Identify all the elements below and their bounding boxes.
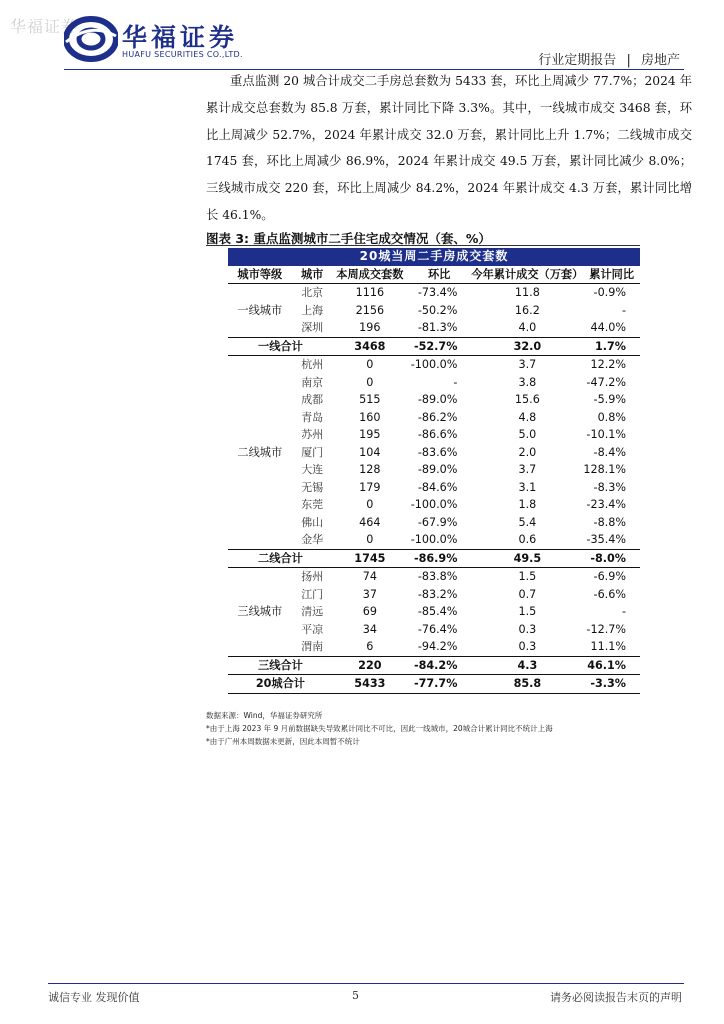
weekly-units: 464 xyxy=(359,515,381,529)
header-separator: | xyxy=(626,53,631,68)
yoy-change: - xyxy=(621,303,626,317)
wow-change: -86.6% xyxy=(417,428,458,441)
weekly-units: 1116 xyxy=(355,286,385,299)
ytd-units: 0.6 xyxy=(518,533,537,546)
tier1-total-row-wow: -52.7% xyxy=(407,337,472,356)
col-header-yoy: 累计同比 xyxy=(583,266,640,284)
watermark: 华福证券 xyxy=(10,17,79,36)
report-sector: 房地产 xyxy=(640,53,680,68)
wow-change: -89.0% xyxy=(417,393,458,406)
city-name: 成都 xyxy=(301,393,324,406)
city-name: 清远 xyxy=(301,605,324,618)
tier3-total-row-yoy: 46.1% xyxy=(583,656,640,675)
yoy-change: -0.9% xyxy=(593,286,626,299)
city-name: 东莞 xyxy=(301,498,324,511)
yoy-change: -6.6% xyxy=(593,587,626,601)
ytd-units: 3.1 xyxy=(518,480,537,494)
weekly-units: 128 xyxy=(359,463,381,476)
grand-total-row-label: 20城合计 xyxy=(228,675,333,694)
page-number: 5 xyxy=(352,989,359,1002)
footer-slogan: 诚信专业 发现价值 xyxy=(48,991,140,1004)
wow-change: -100.0% xyxy=(410,498,458,511)
wow-change: -83.6% xyxy=(417,445,458,459)
ytd-units: 0.3 xyxy=(518,622,537,636)
city-name: 大连 xyxy=(301,463,324,476)
grand-total-row xyxy=(228,675,640,694)
col-header-weekly: 本周成交套数 xyxy=(333,266,407,284)
grand-total-row-wow: -77.7% xyxy=(407,675,472,694)
note-shanghai: *由于上海 2023 年 9 月前数据缺失导致累计同比不可比，因此一线城市，20城合计累计同比不统计上海 xyxy=(206,724,553,733)
yoy-change: -8.4% xyxy=(593,445,626,459)
weekly-units: 515 xyxy=(359,393,381,406)
yoy-change: -35.4% xyxy=(586,533,626,546)
tier1-label: 一线城市 xyxy=(237,303,283,317)
wow-change: -50.2% xyxy=(417,303,458,317)
table-row xyxy=(228,568,640,586)
ytd-units: 2.0 xyxy=(518,445,537,459)
city-name: 杭州 xyxy=(301,358,324,371)
yoy-change: -5.9% xyxy=(593,393,626,406)
weekly-units: 37 xyxy=(362,587,377,601)
table-title: 20城当周二手房成交套数 xyxy=(228,248,640,266)
city-name: 苏州 xyxy=(301,428,324,441)
weekly-units: 160 xyxy=(359,410,381,424)
col-header-ytd: 今年累计成交（万套） xyxy=(471,266,583,284)
summary-text: 重点监测 20 城合计成交二手房总套数为 5433 套，环比上周减少 77.7%；2024 年累计成交总套数为 85.8 万套，累计同比下降 3.3%。其中，一线城市成交 3468 套，环比上周减少 52.7%，2024 年累计成交 32.0 万套，累计同比上升 1.7%；二线城市成交 1745 套，环比上周减少 86.9%，2024 年累计成交 49.5 万套，累计同比减少 8.0%；三线城市成交 220 套，环比上周减少 84.2%，2024 年累计成交 4.3 万套，累计同比增长 46.1%。 xyxy=(206,74,692,222)
ytd-units: 5.4 xyxy=(518,515,537,529)
table-row xyxy=(228,284,640,302)
ytd-units: 0.3 xyxy=(518,640,537,653)
wow-change: -76.4% xyxy=(417,622,458,636)
weekly-units: 196 xyxy=(359,321,381,334)
report-type: 行业定期报告 xyxy=(538,53,617,68)
logo-emblem-icon xyxy=(64,16,118,62)
yoy-change: -12.7% xyxy=(586,622,626,636)
wow-change: -84.6% xyxy=(417,480,458,494)
tier2-total-row xyxy=(228,549,640,568)
wow-change: -86.2% xyxy=(417,410,458,424)
city-name: 厦门 xyxy=(301,445,324,459)
grand-total-row-ytd: 85.8 xyxy=(471,675,583,694)
tier3-label: 三线城市 xyxy=(237,605,283,618)
weekly-units: 0 xyxy=(366,498,374,511)
tier1-total-row-ytd: 32.0 xyxy=(471,337,583,356)
ytd-units: 1.5 xyxy=(518,570,537,583)
ytd-units: 3.7 xyxy=(518,358,537,371)
ytd-units: 0.7 xyxy=(518,587,537,601)
ytd-units: 1.5 xyxy=(518,605,537,618)
company-logo xyxy=(64,16,274,66)
wow-change: -89.0% xyxy=(417,463,458,476)
city-name: 金华 xyxy=(301,533,324,546)
logo-name-en: HUAFU SECURITIES CO.,LTD. xyxy=(122,50,243,59)
tier3-total-row-weekly: 220 xyxy=(333,656,407,675)
city-name: 扬州 xyxy=(301,570,324,583)
yoy-change: -8.8% xyxy=(593,515,626,529)
city-name: 南京 xyxy=(301,375,324,389)
weekly-units: 104 xyxy=(359,445,381,459)
table-row xyxy=(228,356,640,374)
wow-change: -73.4% xyxy=(417,286,458,299)
report-category xyxy=(538,49,680,68)
city-name: 上海 xyxy=(301,303,324,317)
summary-paragraph xyxy=(206,68,692,229)
tier2-total-row-ytd: 49.5 xyxy=(471,549,583,568)
yoy-change: -47.2% xyxy=(586,375,626,389)
yoy-change: -6.9% xyxy=(593,570,626,583)
tier1-total-row-yoy: 1.7% xyxy=(583,337,640,356)
tier2-total-row-yoy: -8.0% xyxy=(583,549,640,568)
weekly-units: 0 xyxy=(366,358,374,371)
tier2-total-row-label: 二线合计 xyxy=(228,549,333,568)
yoy-change: 44.0% xyxy=(590,321,626,334)
tier1-total-row xyxy=(228,337,640,356)
tier3-total-row-ytd: 4.3 xyxy=(471,656,583,675)
city-name: 平凉 xyxy=(301,622,324,636)
wow-change: -100.0% xyxy=(410,358,458,371)
yoy-change: -8.3% xyxy=(593,480,626,494)
wow-change: -83.8% xyxy=(417,570,458,583)
yoy-change: 12.2% xyxy=(590,358,626,371)
table-notes xyxy=(206,709,553,748)
table-title-row xyxy=(228,248,640,266)
wow-change: -67.9% xyxy=(417,515,458,529)
col-header-tier: 城市等级 xyxy=(228,266,292,284)
yoy-change: -10.1% xyxy=(586,428,626,441)
footer-disclaimer: 请务必阅读报告末页的声明 xyxy=(550,991,682,1004)
col-header-wow: 环比 xyxy=(407,266,472,284)
weekly-units: 179 xyxy=(359,480,381,494)
footer-divider xyxy=(48,983,684,984)
wow-change: -100.0% xyxy=(410,533,458,546)
yoy-change: -23.4% xyxy=(586,498,626,511)
note-guangzhou: *由于广州本周数据未更新，因此本周暂不统计 xyxy=(206,737,360,746)
tier2-total-row-wow: -86.9% xyxy=(407,549,472,568)
grand-total-row-weekly: 5433 xyxy=(333,675,407,694)
weekly-units: 0 xyxy=(366,375,374,389)
weekly-units: 74 xyxy=(362,570,377,583)
wow-change: -94.2% xyxy=(417,640,458,653)
figure-title-rule xyxy=(206,245,640,246)
table-header-row xyxy=(228,266,640,284)
city-name: 深圳 xyxy=(301,321,324,334)
tier3-total-row-wow: -84.2% xyxy=(407,656,472,675)
weekly-units: 2156 xyxy=(355,303,385,317)
ytd-units: 15.6 xyxy=(514,393,540,406)
wow-change: -85.4% xyxy=(417,605,458,618)
weekly-units: 69 xyxy=(362,605,377,618)
city-name: 青岛 xyxy=(301,410,324,424)
tier2-label: 二线城市 xyxy=(237,445,283,459)
yoy-change: 11.1% xyxy=(590,640,626,653)
ytd-units: 4.0 xyxy=(518,321,537,334)
grand-total-row-yoy: -3.3% xyxy=(583,675,640,694)
wow-change: -83.2% xyxy=(417,587,458,601)
ytd-units: 16.2 xyxy=(514,303,540,317)
ytd-units: 5.0 xyxy=(518,428,537,441)
city-name: 北京 xyxy=(301,286,324,299)
wow-change: - xyxy=(453,375,458,389)
weekly-units: 34 xyxy=(362,622,377,636)
tier3-total-row-label: 三线合计 xyxy=(228,656,333,675)
col-header-city: 城市 xyxy=(292,266,333,284)
transactions-table xyxy=(228,248,640,694)
ytd-units: 4.8 xyxy=(518,410,537,424)
weekly-units: 0 xyxy=(366,533,374,546)
ytd-units: 3.8 xyxy=(518,375,537,389)
tier2-total-row-weekly: 1745 xyxy=(333,549,407,568)
city-name: 无锡 xyxy=(301,480,324,494)
city-name: 渭南 xyxy=(301,640,324,653)
note-source: 数据来源：Wind，华福证券研究所 xyxy=(206,711,323,720)
ytd-units: 11.8 xyxy=(514,286,540,299)
city-name: 佛山 xyxy=(301,515,324,529)
city-name: 江门 xyxy=(301,587,324,601)
wow-change: -81.3% xyxy=(417,321,458,334)
ytd-units: 1.8 xyxy=(518,498,537,511)
ytd-units: 3.7 xyxy=(518,463,537,476)
tier3-total-row xyxy=(228,656,640,675)
figure-title: 图表 3: 重点监测城市二手住宅成交情况（套、%） xyxy=(206,231,491,246)
tier1-total-row-label: 一线合计 xyxy=(228,337,333,356)
yoy-change: 128.1% xyxy=(583,463,626,476)
yoy-change: - xyxy=(621,605,626,618)
weekly-units: 6 xyxy=(366,640,374,653)
logo-name-cn: 华福证券 xyxy=(122,23,239,52)
tier1-total-row-weekly: 3468 xyxy=(333,337,407,356)
weekly-units: 195 xyxy=(359,428,381,441)
yoy-change: 0.8% xyxy=(597,410,626,424)
